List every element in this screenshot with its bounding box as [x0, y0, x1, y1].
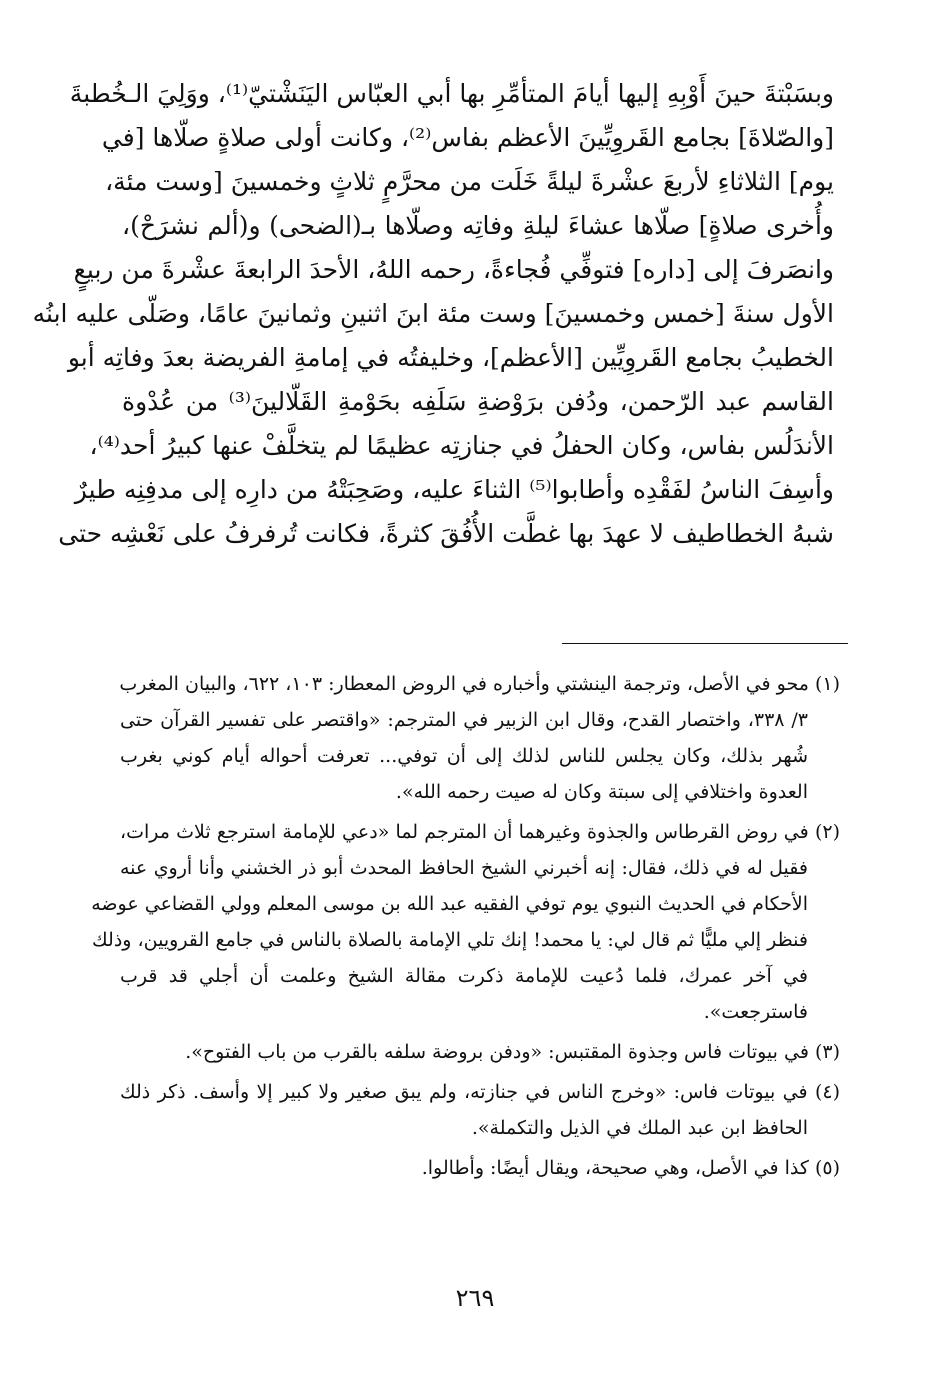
footnote-line: فنظر إلي مليًّا ثم قال لي: يا محمد! إنك تلي الإمامة بالصلاة بالناس في جامع القرويين، وذلك [92, 929, 808, 951]
main-text-line: وأُخرى صلاةٍ] صلّاها عشاءَ ليلةِ وفاتِه وصلّاها بـ(الضحى) و(ألم نشرَحْ)، [122, 211, 834, 240]
footnote-line: (٤) في بيوتات فاس: «وخرج الناس في جنازته، ولم يبق صغير ولا كبير إلا وأسف. ذكر ذلك [120, 1081, 840, 1103]
main-text-line: القاسم عبد الرّحمن، ودُفن برَوْضةِ سَلَفِه بحَوْمةِ القَلّالينَ⁽³⁾ من عُدْوة [122, 387, 834, 416]
main-text-block [32, 72, 834, 556]
footnote-2 [91, 814, 840, 1030]
footnote-line: ٣/ ٣٣٨، واختصار القدح، وقال ابن الزبير في المترجم: «واقتصر على تفسير القرآن حتى [120, 709, 808, 731]
main-text-line: يوم] الثلاثاءِ لأربعَ عشْرةَ ليلةً خَلَت من محرَّمٍ ثلاثٍ وخمسينَ [وست مئة، [105, 167, 834, 196]
footnote-line: (٣) في بيوتات فاس وجذوة المقتبس: «ودفن بروضة سلفه بالقرب من باب الفتوح». [185, 1041, 840, 1063]
footnote-line: الأحكام في الحديث النبوي يوم توفي الفقيه عبد الله بن موسى المعلم وولي القضاعي عوضه [91, 893, 808, 915]
main-text-line: وانصَرفَ إلى [داره] فتوفِّي فُجاءةً، رحمه اللهُ، الأحدَ الرابعةَ عشْرةَ من ربيعٍ [73, 255, 834, 284]
footnote-line: شُهر بذلك، وكان يجلس للناس لذلك إلى أن توفي... تعرفت أحواله أيام كوني بغرب [120, 745, 808, 767]
main-text-line: الأندَلُس بفاس، وكان الحفلُ في جنازتِه عظيمًا لم يتخلَّفْ عنها كبيرُ أحد⁽⁴⁾، [89, 431, 834, 460]
main-text-line: [والصّلاةَ] بجامع القَروِيِّينَ الأعظم بفاس⁽²⁾، وكانت أولى صلاةٍ صلّاها [في [101, 123, 834, 152]
footnote-line: (٢) في روض القرطاس والجذوة وغيرهما أن المترجم لما «دعي للإمامة استرجع ثلاث مرات، [120, 821, 840, 843]
footnotes-block [91, 666, 840, 1190]
footnote-line: (٥) كذا في الأصل، وهي صحيحة، ويقال أيضًا: وأطالوا. [421, 1157, 840, 1179]
main-text-line: الأول سنةَ [خمس وخمسينَ] وست مئة ابنَ اثنينِ وثمانينَ عامًا، وصَلّى عليه ابنُه [32, 299, 834, 328]
main-text-line: وأسِفَ الناسُ لفَقْدِه وأطابوا⁽⁵⁾ الثناءَ عليه، وصَحِبَتْهُ من دارِه إلى مدفِنِه طيرٌ [74, 475, 834, 504]
footnote-line: في آخر عمرك، فلما دُعيت للإمامة ذكرت مقالة الشيخ وعلمت أن أجلي قد قرب [120, 965, 808, 987]
main-text-line: شبهُ الخطاطيف لا عهدَ بها غطَّت الأُفُقَ كثرةً، فكانت تُرفرفُ على نَعْشِه حتى [58, 519, 834, 548]
footnote-line: فقيل له في ذلك، فقال: إنه أخبرني الشيخ الحافظ المحدث أبو ذر الخشني وأنا أروي عنه [120, 857, 808, 879]
footnote-separator [562, 643, 848, 644]
footnote-4 [120, 1074, 840, 1146]
main-text-line: الخطيبُ بجامع القَروِيِّين [الأعظم]، وخليفتُه في إمامةِ الفريضة بعدَ وفاتِه أبو [67, 343, 834, 372]
page-number: ٢٦٩ [455, 1284, 495, 1312]
footnote-1 [120, 666, 840, 810]
footnote-5 [120, 1150, 840, 1186]
footnote-line: العدوة واختلافي إلى سبتة وكان له صيت رحمه الله». [395, 781, 808, 803]
footnote-line: (١) محو في الأصل، وترجمة الينشتي وأخباره في الروض المعطار: ١٠٣، ٦٢٢، والبيان المغرب [119, 673, 840, 695]
footnote-3 [120, 1034, 840, 1070]
footnote-line: فاسترجعت». [703, 1001, 808, 1023]
footnote-line: الحافظ ابن عبد الملك في الذيل والتكملة». [471, 1117, 808, 1139]
main-text-line: وبسَبْتةَ حينَ أَوْبِهِ إليها أيامَ المتأمِّرِ بها أبي العبّاس اليَنَشْتيّ⁽¹⁾، ووَلِيَ الـخُطبةَ [69, 79, 834, 108]
